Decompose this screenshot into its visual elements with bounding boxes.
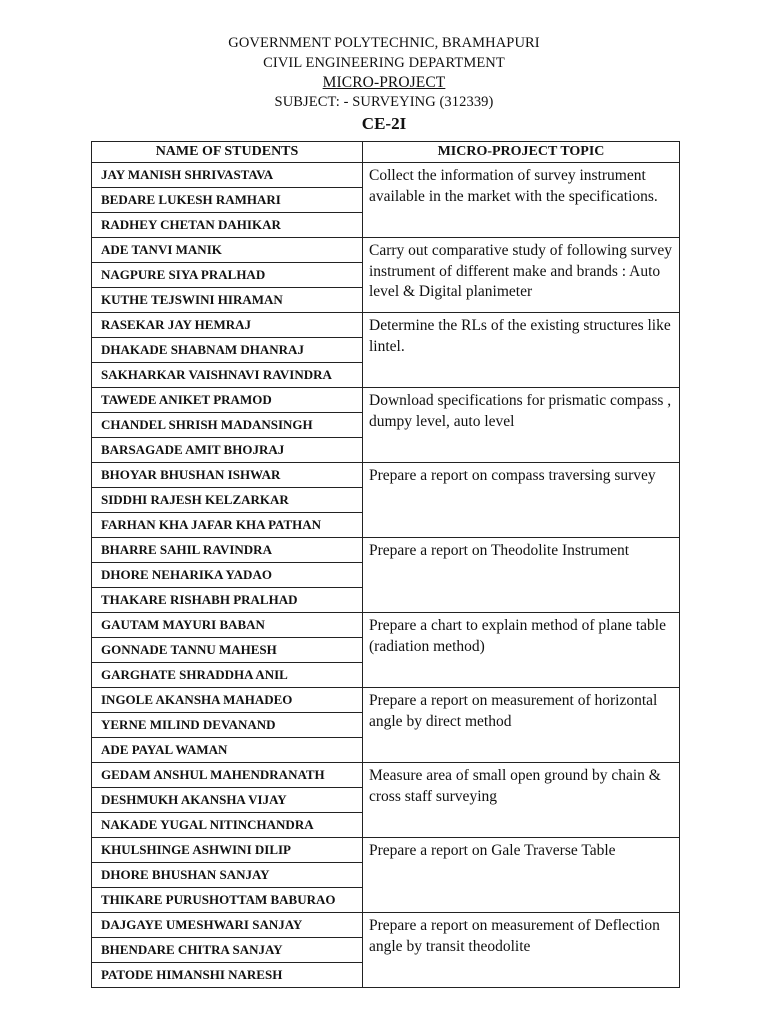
table-row: [92, 913, 680, 938]
document-header: [0, 34, 768, 136]
student-name: BHENDARE CHITRA SANJAY: [92, 938, 363, 963]
project-topic: Prepare a report on measurement of Deflection angle by transit theodolite: [363, 913, 680, 988]
subject-line: SUBJECT: - SURVEYING (312339): [274, 93, 494, 110]
project-topic: Prepare a report on measurement of horizontal angle by direct method: [363, 688, 680, 763]
table-body: [92, 163, 680, 988]
table-header-row: [92, 142, 680, 163]
student-name: GAUTAM MAYURI BABAN: [92, 613, 363, 638]
student-name: SIDDHI RAJESH KELZARKAR: [92, 488, 363, 513]
student-name: PATODE HIMANSHI NARESH: [92, 963, 363, 988]
class-label: CE-2I: [361, 114, 407, 133]
student-name: DAJGAYE UMESHWARI SANJAY: [92, 913, 363, 938]
student-name: DHORE BHUSHAN SANJAY: [92, 863, 363, 888]
student-name: KUTHE TEJSWINI HIRAMAN: [92, 288, 363, 313]
project-topic: Prepare a report on Theodolite Instrument: [363, 538, 680, 613]
institute-name: GOVERNMENT POLYTECHNIC, BRAMHAPURI: [228, 35, 540, 51]
student-name: YERNE MILIND DEVANAND: [92, 713, 363, 738]
table-row: [92, 538, 680, 563]
student-name: NAGPURE SIYA PRALHAD: [92, 263, 363, 288]
table-row: [92, 463, 680, 488]
student-name: GARGHATE SHRADDHA ANIL: [92, 663, 363, 688]
student-name: DHAKADE SHABNAM DHANRAJ: [92, 338, 363, 363]
student-name: DHORE NEHARIKA YADAO: [92, 563, 363, 588]
student-name: ADE PAYAL WAMAN: [92, 738, 363, 763]
project-topic: Prepare a report on Gale Traverse Table: [363, 838, 680, 913]
department-name: CIVIL ENGINEERING DEPARTMENT: [263, 54, 505, 71]
student-name: INGOLE AKANSHA MAHADEO: [92, 688, 363, 713]
student-name: ADE TANVI MANIK: [92, 238, 363, 263]
student-name: NAKADE YUGAL NITINCHANDRA: [92, 813, 363, 838]
micro-project-table: [91, 141, 680, 988]
student-name: THIKARE PURUSHOTTAM BABURAO: [92, 888, 363, 913]
student-name: BEDARE LUKESH RAMHARI: [92, 188, 363, 213]
table-row: [92, 163, 680, 188]
student-name: SAKHARKAR VAISHNAVI RAVINDRA: [92, 363, 363, 388]
project-topic: Prepare a report on compass traversing survey: [363, 463, 680, 538]
student-name: KHULSHINGE ASHWINI DILIP: [92, 838, 363, 863]
column-header-topic: MICRO-PROJECT TOPIC: [363, 142, 680, 163]
student-name: BARSAGADE AMIT BHOJRAJ: [92, 438, 363, 463]
project-topic: Determine the RLs of the existing structures like lintel.: [363, 313, 680, 388]
student-name: BHOYAR BHUSHAN ISHWAR: [92, 463, 363, 488]
table-row: [92, 688, 680, 713]
project-topic: Collect the information of survey instrument available in the market with the specifications.: [363, 163, 680, 238]
student-name: THAKARE RISHABH PRALHAD: [92, 588, 363, 613]
student-name: RASEKAR JAY HEMRAJ: [92, 313, 363, 338]
student-name: RADHEY CHETAN DAHIKAR: [92, 213, 363, 238]
student-name: DESHMUKH AKANSHA VIJAY: [92, 788, 363, 813]
student-name: JAY MANISH SHRIVASTAVA: [92, 163, 363, 188]
student-name: CHANDEL SHRISH MADANSINGH: [92, 413, 363, 438]
table-row: [92, 388, 680, 413]
student-name: FARHAN KHA JAFAR KHA PATHAN: [92, 513, 363, 538]
student-name: BHARRE SAHIL RAVINDRA: [92, 538, 363, 563]
table-row: [92, 838, 680, 863]
student-name: GEDAM ANSHUL MAHENDRANATH: [92, 763, 363, 788]
project-topic: Prepare a chart to explain method of plane table (radiation method): [363, 613, 680, 688]
table-row: [92, 313, 680, 338]
student-name: GONNADE TANNU MAHESH: [92, 638, 363, 663]
table-row: [92, 238, 680, 263]
table-row: [92, 613, 680, 638]
column-header-students: NAME OF STUDENTS: [92, 142, 363, 163]
project-topic: Download specifications for prismatic compass , dumpy level, auto level: [363, 388, 680, 463]
document-title: MICRO-PROJECT: [322, 74, 446, 91]
project-topic: Measure area of small open ground by chain & cross staff surveying: [363, 763, 680, 838]
table-row: [92, 763, 680, 788]
project-topic: Carry out comparative study of following survey instrument of different make and brands : Auto level & Digital planimeter: [363, 238, 680, 313]
student-name: TAWEDE ANIKET PRAMOD: [92, 388, 363, 413]
